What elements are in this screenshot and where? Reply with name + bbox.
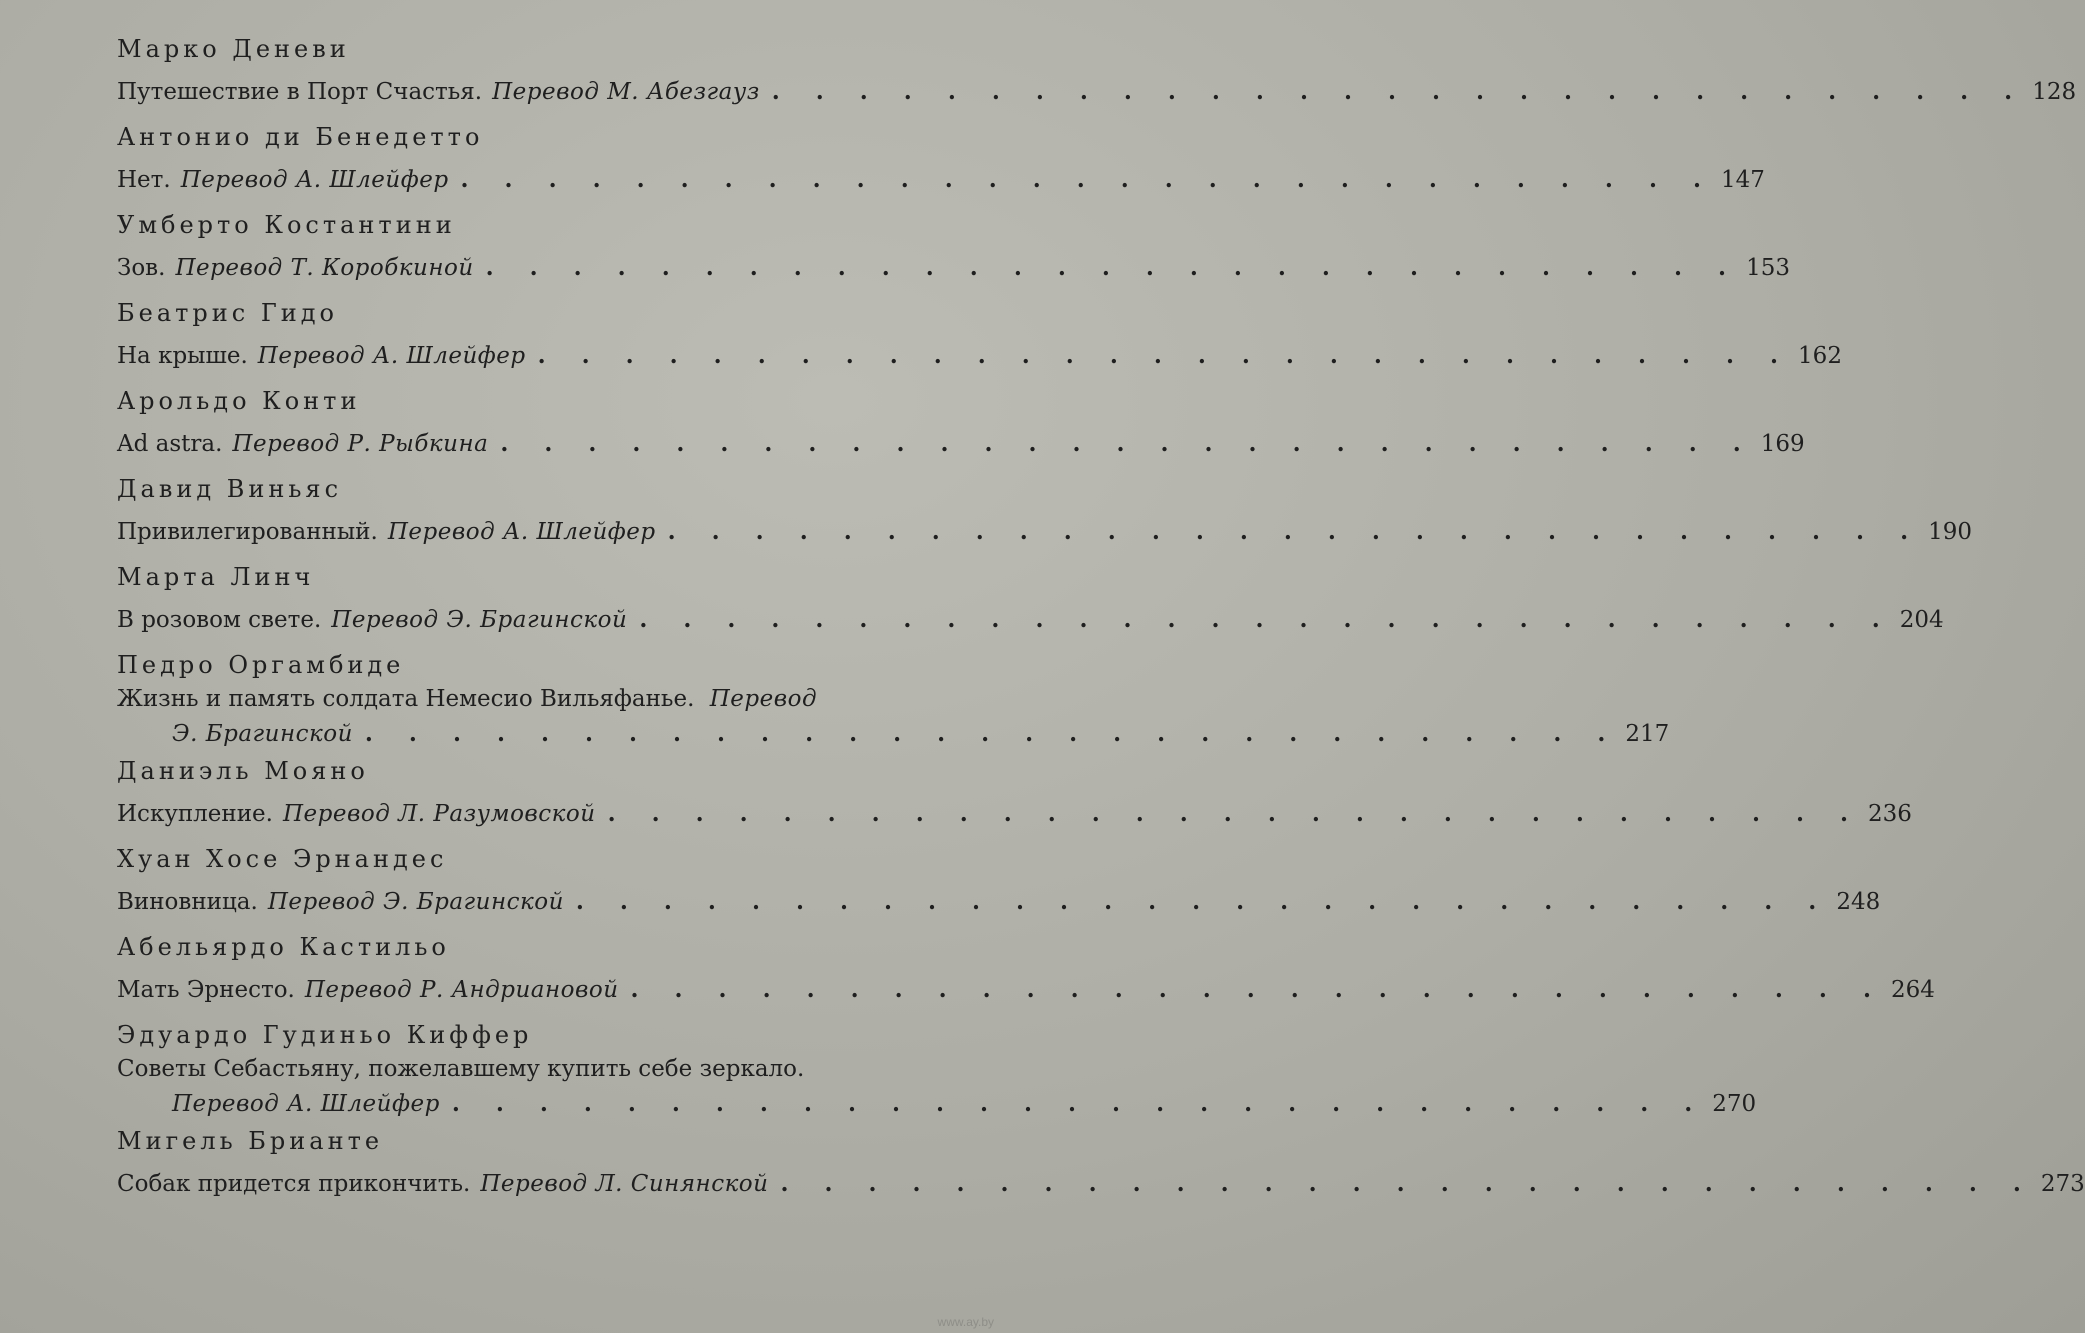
page-number: 147 xyxy=(1720,167,1765,193)
dot-leader: . . . . . . . . . . . . . . . . . . . . . . . . . . . . . xyxy=(607,800,1863,827)
work-line xyxy=(117,154,1765,206)
dot-leader: . . . . . . . . . . . . . . . . . . . . . . . . . . . . . xyxy=(500,430,1755,457)
page-number: 236 xyxy=(1868,801,1912,827)
author-name: Арольдо Конти xyxy=(117,387,361,415)
translator-credit: Перевод Л. Синянской xyxy=(480,1171,769,1197)
translator-name: Э. Брагинской xyxy=(172,721,353,747)
page-number: 153 xyxy=(1746,255,1790,281)
author-name: Мигель Брианте xyxy=(117,1127,384,1155)
dot-leader: . . . . . . . . . . . . . . . . . . . . . . . . . . . . . xyxy=(460,166,1715,193)
dot-leader: . . . . . . . . . . . . . . . . . . . . . . . . . . . . . xyxy=(780,1170,2035,1197)
toc-entry xyxy=(117,472,1972,558)
dot-leader: . . . . . . . . . . . . . . . . . . . . . . . . . . . . . xyxy=(537,342,1793,369)
page-number: 273 xyxy=(2040,1171,2085,1197)
page-number: 169 xyxy=(1760,431,1805,457)
author-name: Даниэль Мояно xyxy=(117,757,369,785)
work-line-first xyxy=(117,1052,952,1086)
work-line-first xyxy=(117,682,952,716)
work-line xyxy=(117,1158,2085,1210)
work-title: Собак придется прикончить. xyxy=(117,1171,471,1197)
toc-entry xyxy=(117,384,1805,470)
work-title: Ad astra. xyxy=(117,431,223,457)
translator-credit: Перевод Э. Брагинской xyxy=(267,889,564,915)
work-title: Виновница. xyxy=(117,889,258,915)
work-title: Жизнь и память солдата Немесио Вильяфанье. xyxy=(117,686,695,712)
page-number: 128 xyxy=(2032,79,2077,105)
page-number: 248 xyxy=(1836,889,1881,915)
work-line xyxy=(117,506,1972,558)
dot-leader: . . . . . . . . . . . . . . . . . . . . . . . . . . . . . xyxy=(575,888,1831,915)
translator-credit: Перевод М. Абезгауз xyxy=(492,79,760,105)
work-line xyxy=(117,1052,1757,1122)
toc-entry xyxy=(117,754,1912,840)
work-line xyxy=(117,330,1842,382)
author-name: Давид Виньяс xyxy=(117,475,343,503)
work-title: Советы Себастьяну, пожелавшему купить себе зеркало. xyxy=(117,1056,805,1082)
dot-leader: . . . . . . . . . . . . . . . . . . . . . . . . . . . . . xyxy=(667,518,1923,545)
translator-credit: Перевод xyxy=(709,686,818,712)
toc-entry xyxy=(117,296,1842,382)
author-name: Хуан Хосе Эрнандес xyxy=(117,845,448,873)
work-line-second xyxy=(117,716,1670,752)
dot-leader: . . . . . . . . . . . . . . . . . . . . . . . . . . . . . xyxy=(364,720,1620,747)
page-number: 162 xyxy=(1798,343,1842,369)
work-title: Путешествие в Порт Счастья. xyxy=(117,79,483,105)
work-line xyxy=(117,242,1790,294)
work-line xyxy=(117,964,1935,1016)
toc-entry xyxy=(117,842,1881,928)
toc-entry xyxy=(117,1018,1757,1122)
toc-entry xyxy=(117,32,2077,118)
work-title: Нет. xyxy=(117,167,171,193)
work-line xyxy=(117,418,1805,470)
work-title: Зов. xyxy=(117,255,166,281)
work-title: Мать Эрнесто. xyxy=(117,977,295,1003)
author-name: Марко Деневи xyxy=(117,35,350,63)
translator-credit: Перевод Р. Андриановой xyxy=(304,977,619,1003)
site-watermark: www.ay.by xyxy=(937,1315,994,1329)
translator-credit: Перевод Л. Разумовской xyxy=(282,801,596,827)
translator-credit: Перевод А. Шлейфер xyxy=(180,167,449,193)
translator-credit: Перевод Р. Рыбкина xyxy=(232,431,489,457)
author-name: Марта Линч xyxy=(117,563,315,591)
toc-entry xyxy=(117,560,1944,646)
work-title: В розовом свете. xyxy=(117,607,322,633)
author-name: Абельярдо Кастильо xyxy=(117,933,450,961)
dot-leader: . . . . . . . . . . . . . . . . . . . . . . . . . . . . . xyxy=(771,78,2027,105)
toc-entry xyxy=(117,930,1935,1016)
page-number: 217 xyxy=(1625,721,1670,747)
work-line xyxy=(117,594,1944,646)
work-line-second xyxy=(117,1086,1757,1122)
page-number: 190 xyxy=(1928,519,1972,545)
work-line xyxy=(117,682,1670,752)
dot-leader: . . . . . . . . . . . . . . . . . . . . . . . . . . . . . xyxy=(451,1090,1707,1117)
page-number: 270 xyxy=(1712,1091,1757,1117)
toc-entry xyxy=(117,648,1670,752)
author-name: Умберто Костантини xyxy=(117,211,456,239)
author-name: Эдуардо Гудиньо Киффер xyxy=(117,1021,533,1049)
author-name: Беатрис Гидо xyxy=(117,299,338,327)
toc-entry xyxy=(117,208,1790,294)
work-line xyxy=(117,788,1912,840)
toc-entry xyxy=(117,1124,2085,1210)
work-line xyxy=(117,66,2077,118)
author-name: Педро Оргамбиде xyxy=(117,651,405,679)
work-title: На крыше. xyxy=(117,343,248,369)
translator-credit: Перевод А. Шлейфер xyxy=(257,343,526,369)
page-number: 204 xyxy=(1899,607,1944,633)
work-title: Привилегированный. xyxy=(117,519,378,545)
translator-credit: Перевод А. Шлейфер xyxy=(172,1091,440,1117)
dot-leader: . . . . . . . . . . . . . . . . . . . . . . . . . . . . . xyxy=(485,254,1741,281)
dot-leader: . . . . . . . . . . . . . . . . . . . . . . . . . . . . . xyxy=(639,606,1894,633)
work-title: Искупление. xyxy=(117,801,273,827)
page-number: 264 xyxy=(1890,977,1935,1003)
author-name: Антонио ди Бенедетто xyxy=(117,123,484,151)
work-line xyxy=(117,876,1881,928)
translator-credit: Перевод Т. Коробкиной xyxy=(175,255,474,281)
translator-credit: Перевод А. Шлейфер xyxy=(387,519,656,545)
toc-entry xyxy=(117,120,1765,206)
table-of-contents xyxy=(117,30,2085,1210)
dot-leader: . . . . . . . . . . . . . . . . . . . . . . . . . . . . . xyxy=(630,976,1885,1003)
translator-credit: Перевод Э. Брагинской xyxy=(331,607,628,633)
